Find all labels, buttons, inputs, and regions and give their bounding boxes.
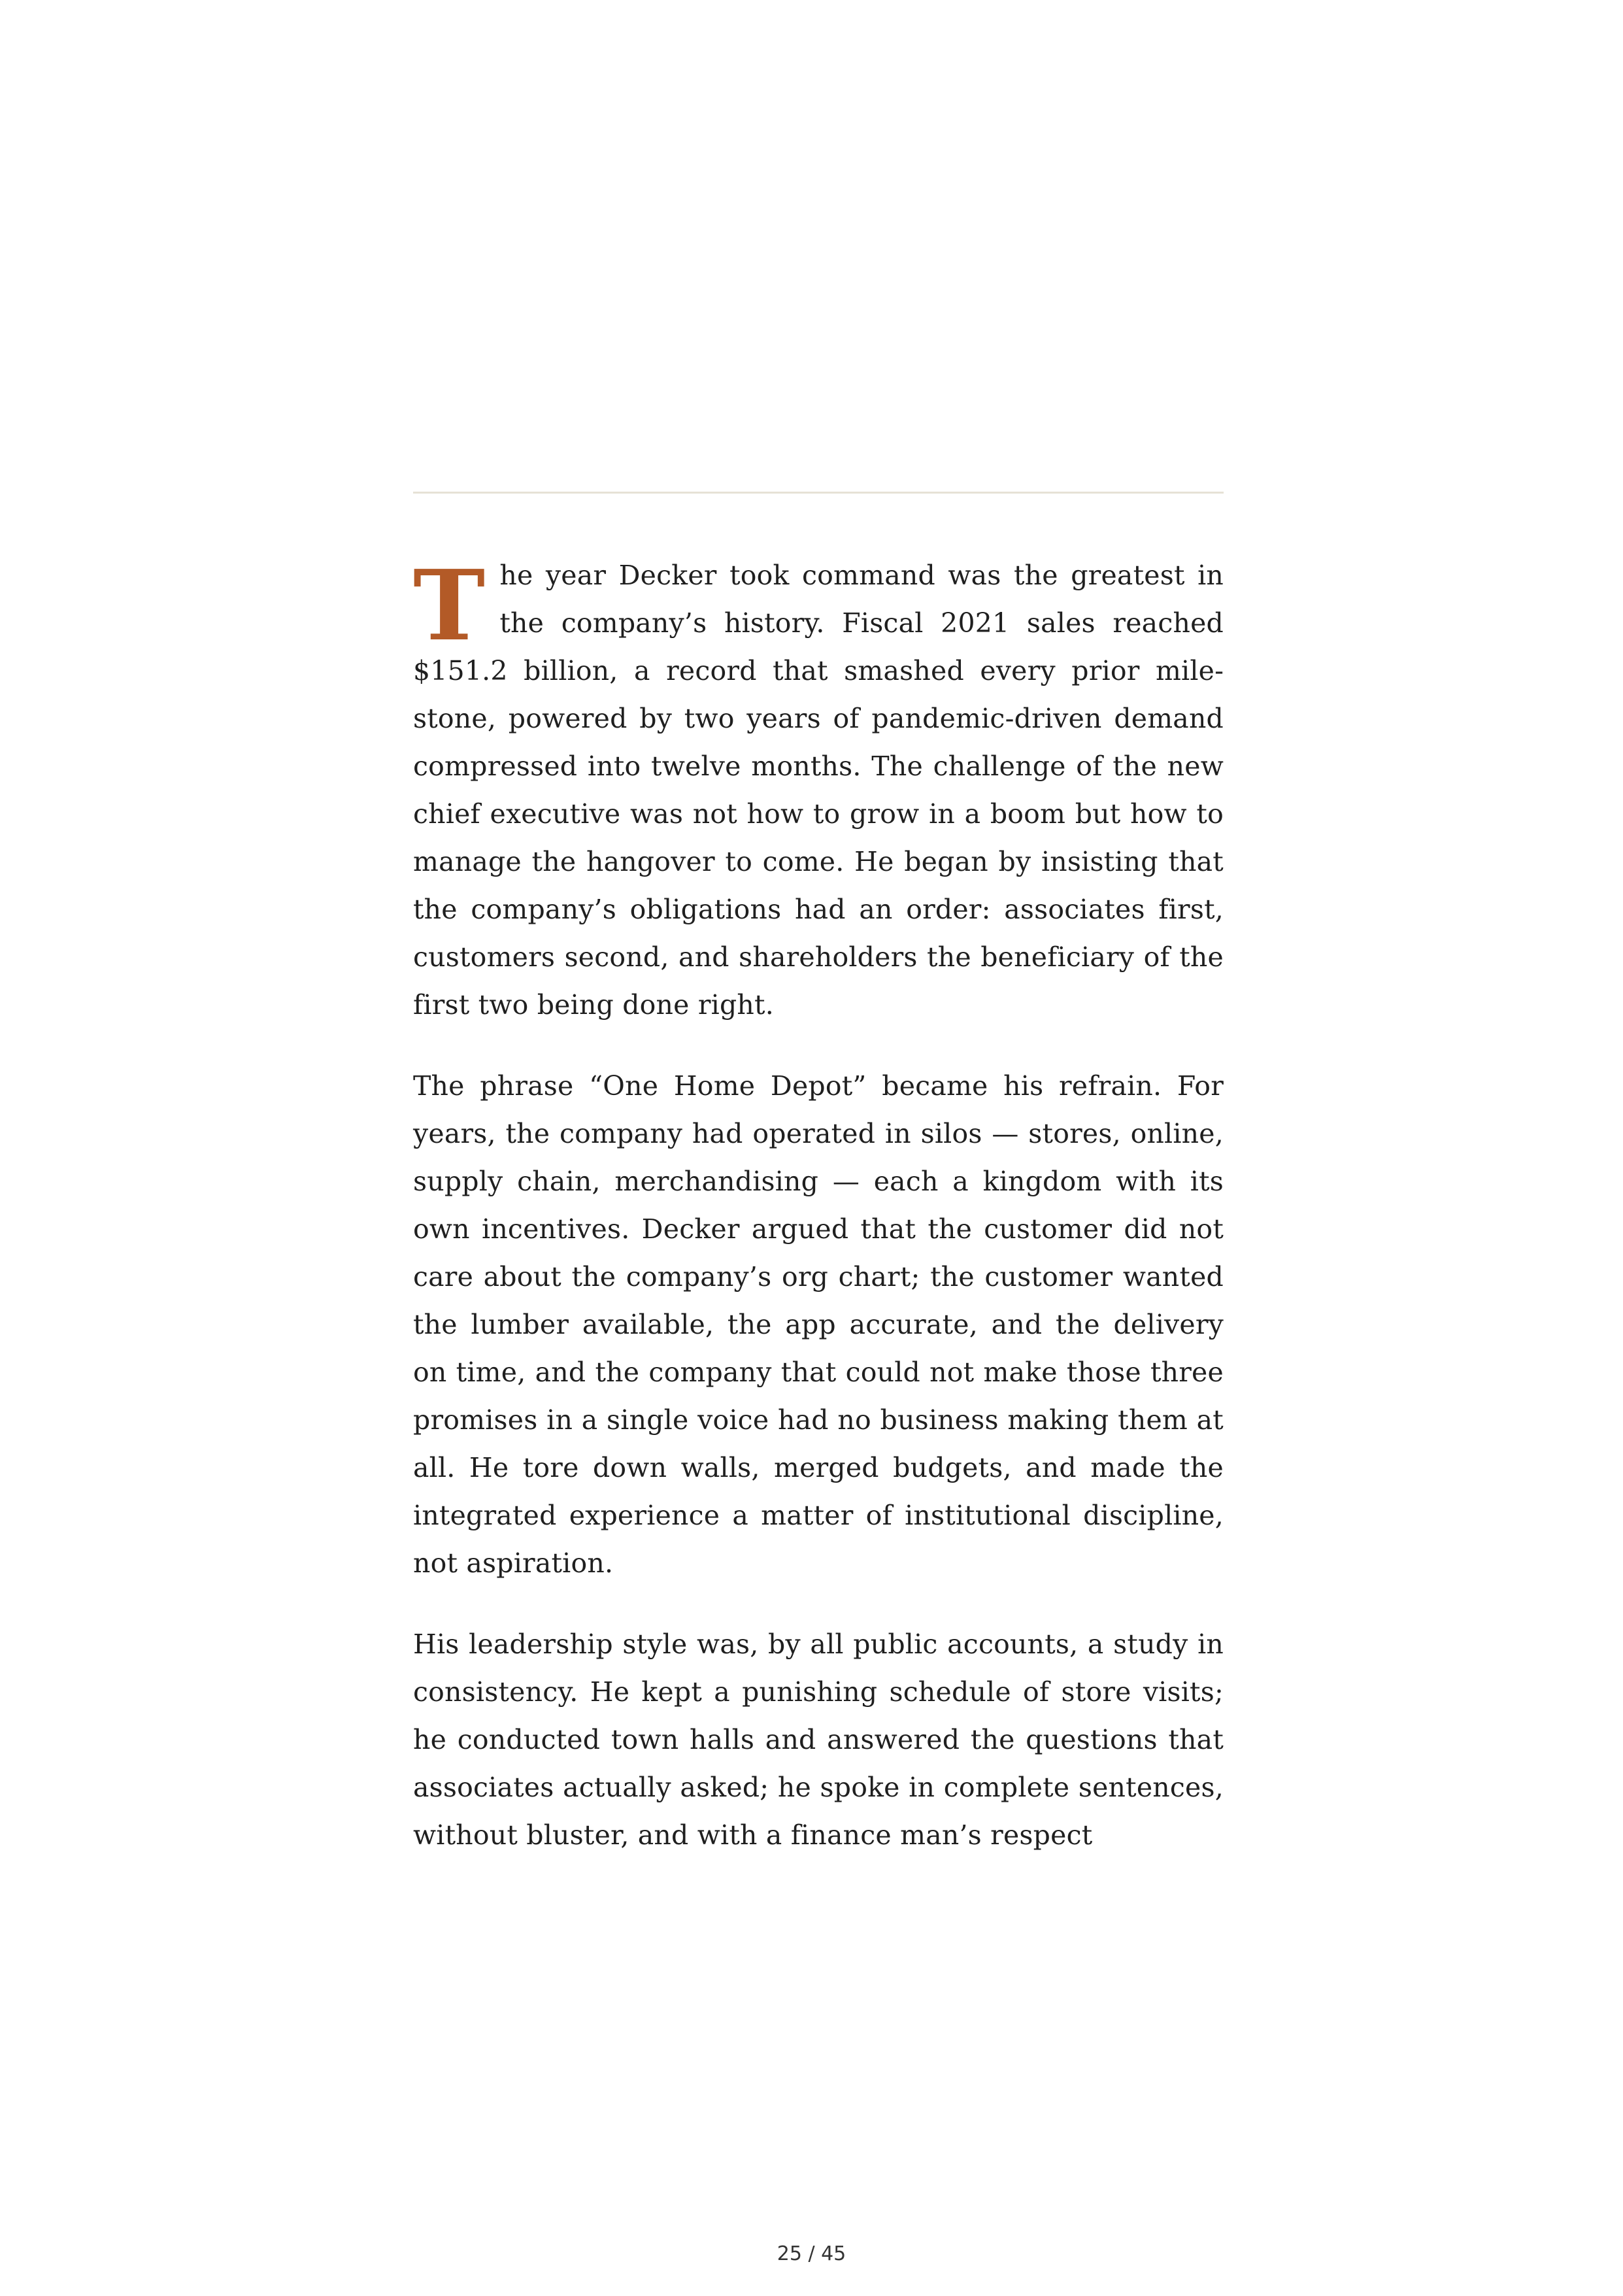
paragraph-1-text: he year Decker took command was the greatest in the company’s history. Fiscal 2021 sales reached $151.2 billion, a record that smashed every prior milestone, powered by two years of pandemic-driven demand compressed into twelve months. The challenge of the new chief executive was not how to grow in a boom but how to manage the hangover to come. He began by insisting that the company’s obligations had an order: associates first, customers second, and shareholders the beneficiary of the first two being done right.: [413, 560, 1224, 1021]
article-body: [413, 549, 1224, 1893]
drop-cap: T: [413, 549, 486, 662]
section-divider: [413, 492, 1224, 494]
paragraph-3: His leadership style was, by all public accounts, a study in consistency. He kept a punishing schedule of store visits; he conducted town halls and answered the questions that associates actually asked; he spoke in complete sentences, without bluster, and with a finance man’s respect: [413, 1629, 1224, 1851]
paragraph-2: The phrase “One Home Depot” became his refrain. For years, the company had operated in silos — stores, online, supply chain, merchandising — each a kingdom with its own incentives. Decker argued that the customer did not care about the company’s org chart; the customer wanted the lumber available, the app accurate, and the delivery on time, and the company that could not make those three promises in a single voice had no business making them at all. He tore down walls, merged budgets, and made the integrated experience a matter of institutional discipline, not aspiration.: [413, 1070, 1224, 1579]
paragraph-1: [413, 549, 1224, 1029]
page-number: 25 / 45: [777, 2242, 846, 2265]
